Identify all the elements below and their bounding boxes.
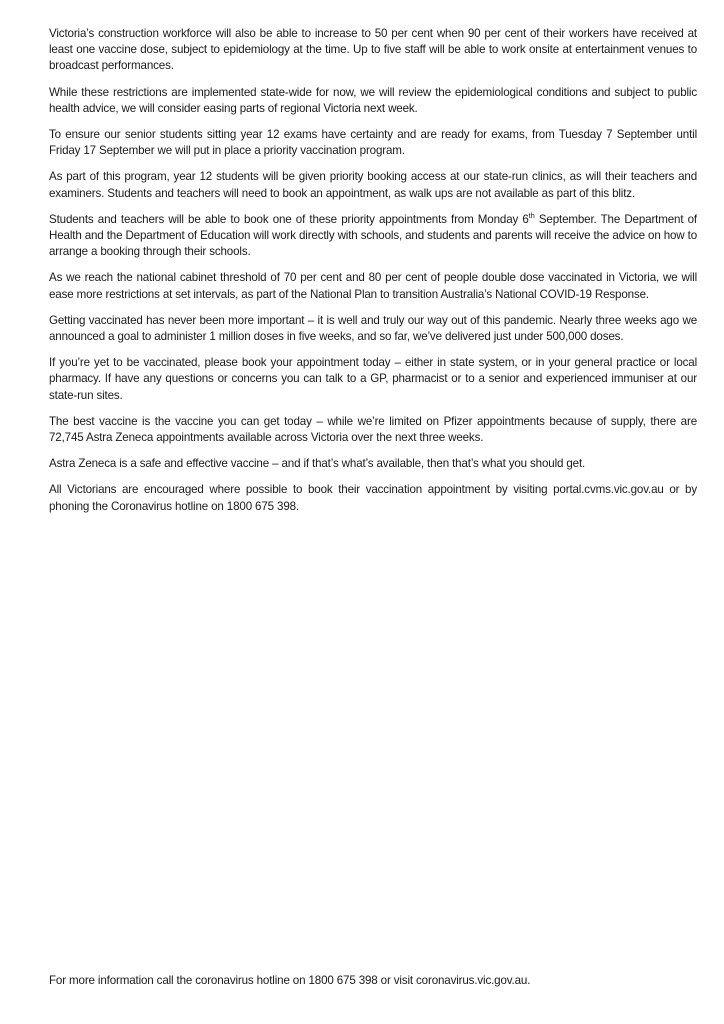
document-body [49, 26, 697, 525]
paragraph-book-appointment: If you’re yet to be vaccinated, please book your appointment today – either in state system, or in your general practice or local pharmacy. If have any questions or concerns you can talk to a GP, pharmacist or to a senior and experienced immuniser at our state-run sites. [49, 356, 697, 402]
paragraph-program-details: As part of this program, year 12 students will be given priority booking access at our state-run clinics, as will their teachers and examiners. Students and teachers will need to book an appointment, as walk ups are not available as part of this blitz. [49, 170, 697, 200]
paragraph-construction-workforce: Victoria’s construction workforce will also be able to increase to 50 per cent when 90 per cent of their workers have received at least one vaccine dose, subject to epidemiology at the time. Up to five staff will be able to work onsite at entertainment venues to broadcast performances. [49, 27, 697, 73]
paragraph-national-threshold: As we reach the national cabinet threshold of 70 per cent and 80 per cent of people double dose vaccinated in Victoria, we will ease more restrictions at set intervals, as part of the National Plan to transition Australia’s National COVID-19 Response. [49, 271, 697, 301]
booking-text-before: Students and teachers will be able to book one of these priority appointments from Monday 6 [49, 212, 529, 226]
paragraph-booking-dates [49, 212, 697, 261]
paragraph-encourage-booking: All Victorians are encouraged where possible to book their vaccination appointment by visiting portal.cvms.vic.gov.au or by phoning the Coronavirus hotline on 1800 675 398. [49, 483, 697, 513]
booking-text-after: September. The Department of Health and the Department of Education will work directly with schools, and students and parents will receive the advice on how to arrange a booking through their schools. [49, 212, 697, 259]
footer-info: For more information call the coronavirus hotline on 1800 675 398 or visit coronavirus.vic.gov.au. [49, 974, 531, 987]
paragraph-restrictions-review: While these restrictions are implemented state-wide for now, we will review the epidemiological conditions and subject to public health advice, we will consider easing parts of regional Victoria next week. [49, 85, 697, 115]
ordinal-suffix: th [528, 210, 535, 220]
paragraph-astra-zeneca: Astra Zeneca is a safe and effective vaccine – and if that’s what’s available, then that’s what you should get. [49, 457, 586, 471]
paragraph-vaccination-importance: Getting vaccinated has never been more important – it is well and truly our way out of this pandemic. Nearly three weeks ago we announced a goal to administer 1 million doses in five weeks, and so far, we’ve delivered just under 500,000 doses. [49, 313, 697, 344]
paragraph-year12-priority: To ensure our senior students sitting year 12 exams have certainty and are ready for exams, from Tuesday 7 September until Friday 17 September we will put in place a priority vaccination program. [49, 128, 697, 158]
paragraph-best-vaccine: The best vaccine is the vaccine you can get today – while we’re limited on Pfizer appointments because of supply, there are 72,745 Astra Zeneca appointments available across Victoria over the next three weeks. [49, 414, 697, 445]
